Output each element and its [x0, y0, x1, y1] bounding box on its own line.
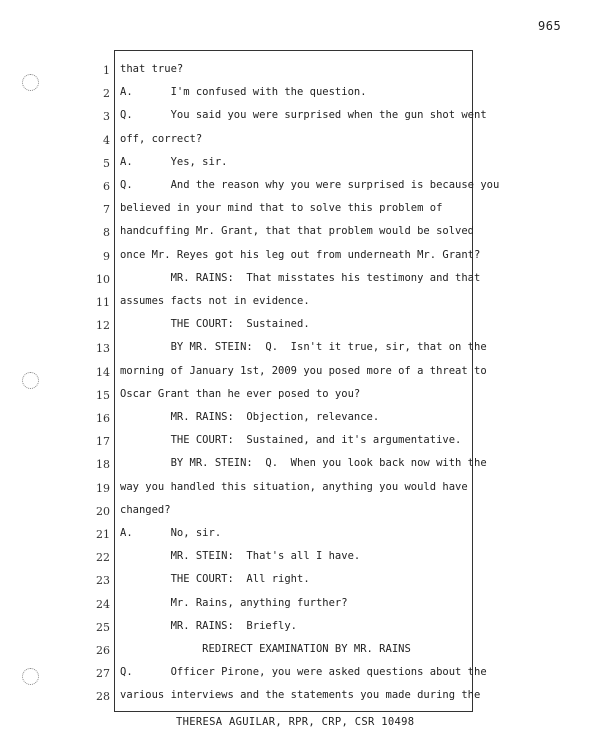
frame-bottom-rule — [114, 711, 473, 712]
line-number: 8 — [103, 226, 110, 240]
transcript-frame — [114, 50, 473, 712]
line-number: 10 — [96, 272, 110, 286]
transcript-line: Q. Officer Pirone, you were asked questions about the — [120, 666, 487, 679]
transcript-line: Oscar Grant than he ever posed to you? — [120, 387, 361, 400]
line-number: 2 — [103, 87, 110, 101]
transcript-line: THE COURT: Sustained. — [120, 318, 310, 331]
transcript-line: THE COURT: All right. — [120, 573, 310, 586]
transcript-line: various interviews and the statements you made during the — [120, 689, 481, 702]
transcript-line: MR. RAINS: That misstates his testimony and that — [120, 271, 481, 284]
transcript-line: MR. RAINS: Briefly. — [120, 619, 298, 632]
line-number: 23 — [96, 574, 110, 588]
line-number: 20 — [96, 504, 110, 518]
line-number: 24 — [96, 597, 110, 611]
line-number: 7 — [103, 203, 110, 217]
reporter-footer: THERESA AGUILAR, RPR, CRP, CSR 10498 — [176, 716, 415, 728]
line-number: 1 — [103, 64, 110, 77]
line-number: 13 — [96, 342, 110, 356]
transcript-line: handcuffing Mr. Grant, that that problem would be solved — [120, 225, 475, 238]
line-number: 6 — [103, 180, 110, 193]
transcript-line: changed? — [120, 503, 171, 516]
binder-hole-bottom — [22, 668, 39, 685]
binder-hole-top — [22, 74, 39, 91]
line-number: 16 — [96, 412, 110, 425]
transcript-line: Q. And the reason why you were surprised is because you — [120, 179, 500, 191]
transcript-line: THE COURT: Sustained, and it's argumentative. — [120, 434, 462, 447]
line-number: 25 — [96, 620, 110, 634]
line-number: 26 — [96, 644, 110, 657]
line-number: 19 — [96, 481, 110, 495]
line-number: 22 — [96, 551, 110, 565]
line-number: 17 — [96, 435, 110, 449]
transcript-line: way you handled this situation, anything you would have — [120, 480, 468, 493]
line-number: 27 — [96, 667, 110, 681]
binder-hole-middle — [22, 372, 39, 389]
transcript-line: Q. You said you were surprised when the gun shot went — [120, 109, 487, 122]
transcript-line: REDIRECT EXAMINATION BY MR. RAINS — [120, 643, 411, 655]
line-number: 15 — [96, 388, 110, 402]
line-number: 28 — [96, 690, 110, 704]
line-number: 3 — [103, 110, 110, 124]
transcript-line: BY MR. STEIN: Q. When you look back now with the — [120, 457, 487, 470]
transcript-line: Mr. Rains, anything further? — [120, 596, 348, 609]
line-number: 21 — [96, 528, 110, 541]
transcript-line: morning of January 1st, 2009 you posed more of a threat to — [120, 364, 487, 377]
line-number: 18 — [96, 458, 110, 472]
line-number: 11 — [96, 296, 110, 309]
transcript-line: believed in your mind that to solve this problem of — [120, 202, 443, 215]
transcript-line: MR. STEIN: That's all I have. — [120, 550, 361, 563]
line-number: 14 — [96, 365, 110, 379]
transcript-line: BY MR. STEIN: Q. Isn't it true, sir, that on the — [120, 341, 487, 354]
frame-top-rule — [114, 50, 473, 51]
transcript-line: A. I'm confused with the question. — [120, 86, 367, 99]
line-number: 5 — [103, 156, 110, 170]
line-number: 12 — [96, 319, 110, 333]
line-number: 9 — [103, 249, 110, 263]
transcript-line: that true? — [120, 63, 184, 75]
transcript-line: off, correct? — [120, 132, 203, 145]
transcript-line: A. No, sir. — [120, 527, 222, 539]
transcript-line: once Mr. Reyes got his leg out from underneath Mr. Grant? — [120, 248, 481, 261]
transcript-line: A. Yes, sir. — [120, 155, 228, 168]
transcript-line: MR. RAINS: Objection, relevance. — [120, 411, 380, 423]
page-number: 965 — [538, 19, 562, 33]
transcript-line: assumes facts not in evidence. — [120, 295, 310, 307]
line-number: 4 — [103, 133, 110, 147]
